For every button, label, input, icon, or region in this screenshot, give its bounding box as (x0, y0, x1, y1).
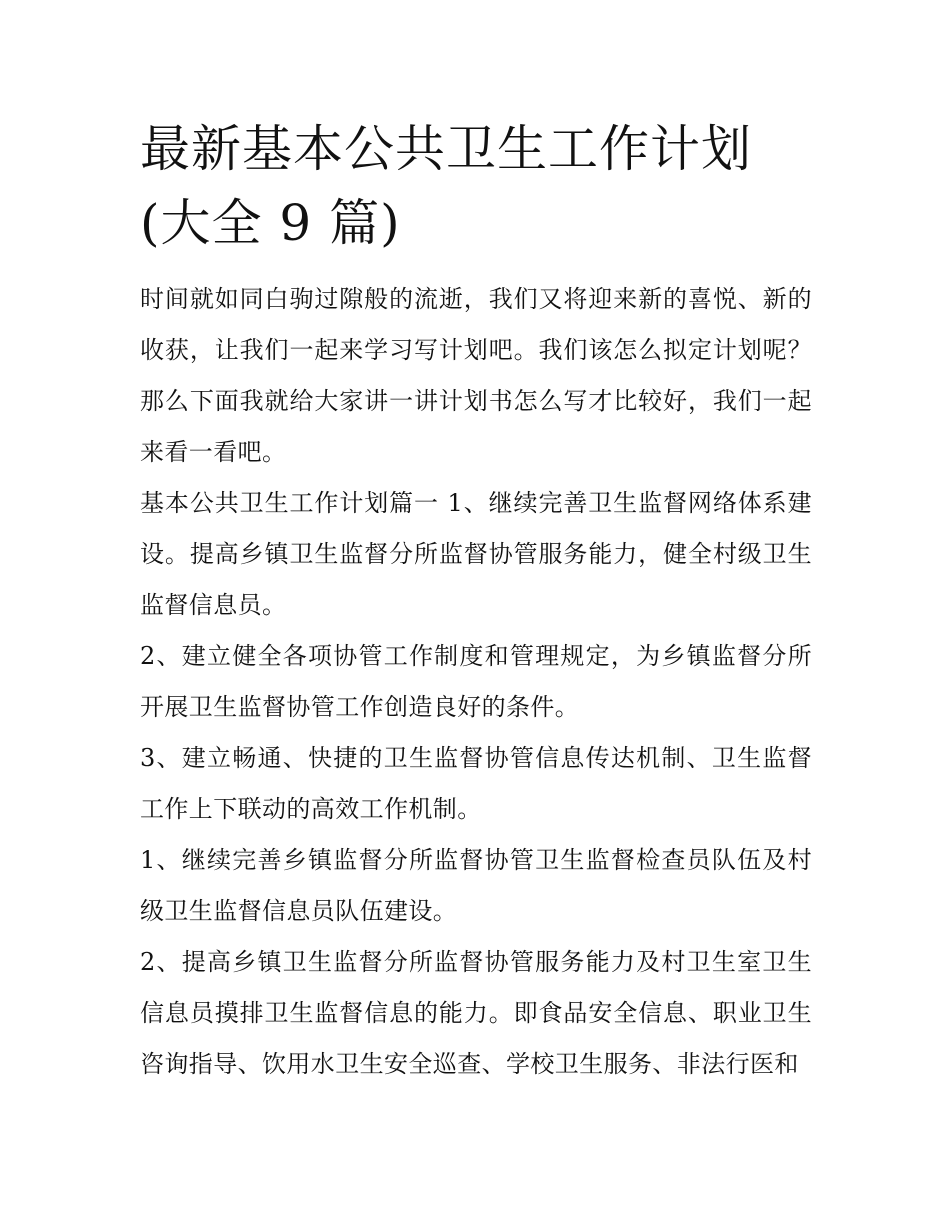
paragraph-item-2a: 2、建立健全各项协管工作制度和管理规定，为乡镇监督分所开展卫生监督协管工作创造良好的条件。 (140, 642, 812, 721)
document-page (140, 112, 812, 1090)
paragraph-item-2b: 2、提高乡镇卫生监督分所监督协管服务能力及村卫生室卫生信息员摸排卫生监督信息的能力。即食品安全信息、职业卫生咨询指导、饮用水卫生安全巡查、学校卫生服务、非法行医和 (140, 948, 812, 1078)
paragraph-item-1b: 1、继续完善乡镇监督分所监督协管卫生监督检查员队伍及村级卫生监督信息员队伍建设。 (140, 846, 812, 925)
paragraph-plan-one: 基本公共卫生工作计划篇一 1、继续完善卫生监督网络体系建设。提高乡镇卫生监督分所监督协管服务能力，健全村级卫生监督信息员。 (140, 489, 812, 619)
paragraph-item-3a: 3、建立畅通、快捷的卫生监督协管信息传达机制、卫生监督工作上下联动的高效工作机制。 (140, 744, 812, 823)
paragraph-intro: 时间就如同白驹过隙般的流逝，我们又将迎来新的喜悦、新的收获，让我们一起来学习写计划吧。我们该怎么拟定计划呢？那么下面我就给大家讲一讲计划书怎么写才比较好，我们一起来看一看吧。 (140, 285, 812, 466)
document-title: 最新基本公共卫生工作计划(大全 9 篇) (140, 120, 752, 252)
